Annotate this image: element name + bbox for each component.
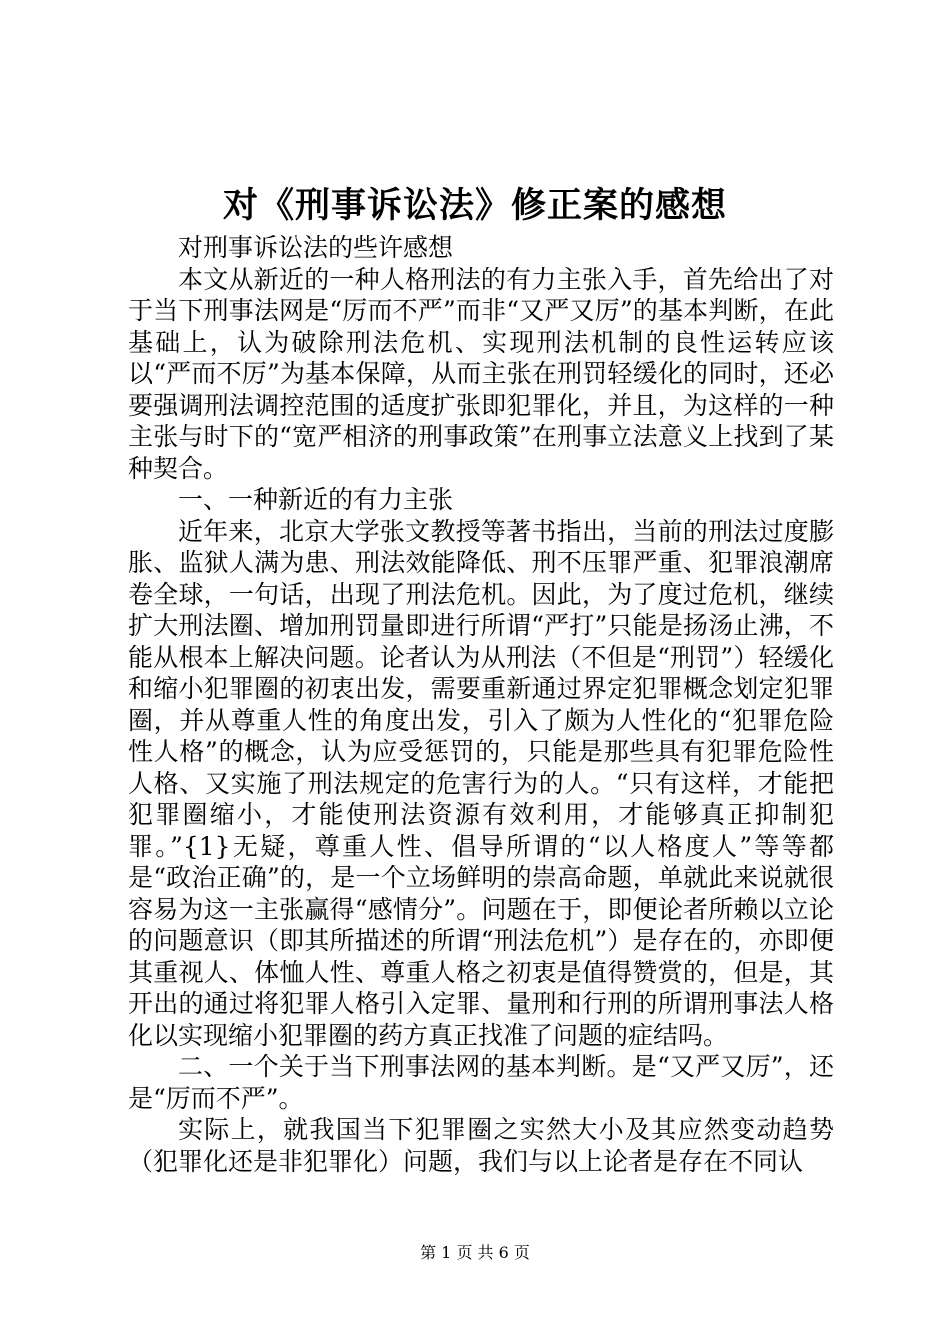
body-paragraph: 近年来，北京大学张文教授等著书指出，当前的刑法过度膨胀、监狱人满为患、刑法效能降低、刑不压罪严重、犯罪浪潮席卷全球，一句话，出现了刑法危机。因此，为了度过危机，继续扩大刑法圈、增加刑罚量即进行所谓“严打”只能是扬汤止沸，不能从根本上解决问题。论者认为从刑法（不但是“刑罚”）轻缓化和缩小犯罪圈的初衷出发，需要重新通过界定犯罪概念划定犯罪圈，并从尊重人性的角度出发，引入了颇为人性化的“犯罪危险性人格”的概念，认为应受惩罚的，只能是那些具有犯罪危险性人格、又实施了刑法规定的危害行为的人。“只有这样，才能把犯罪圈缩小，才能使刑法资源有效利用，才能够真正抑制犯罪。”{1}无疑，尊重人性、倡导所谓的“以人格度人”等等都是“政治正确”的，是一个立场鲜明的崇高命题，单就此来说就很容易为这一主张赢得“感情分”。问题在于，即便论者所赖以立论的问题意识（即其所描述的所谓“刑法危机”）是存在的，亦即便其重视人、体恤人性、尊重人格之初衷是值得赞赏的，但是，其开出的通过将犯罪人格引入定罪、量刑和行刑的所谓刑事法人格化以实现缩小犯罪圈的药方真正找准了问题的症结吗。 — [128, 516, 834, 1050]
section-heading-1: 一、一种新近的有力主张 — [178, 485, 454, 514]
document-body — [128, 232, 834, 1177]
section-heading-2: 二、一个关于当下刑事法网的基本判断。是“又严又厉”，还是“厉而不严”。 — [128, 1052, 834, 1113]
abstract-paragraph: 本文从新近的一种人格刑法的有力主张入手，首先给出了对于当下刑事法网是“厉而不严”而非“又严又厉”的基本判断，在此基础上，认为破除刑法危机、实现刑法机制的良性运转应该以“严而不厉”为基本保障，从而主张在刑罚轻缓化的同时，还必要强调刑法调控范围的适度扩张即犯罪化，并且，为这样的一种主张与时下的“宽严相济的刑事政策”在刑事立法意义上找到了某种契合。 — [128, 264, 834, 483]
document-title: 对《刑事诉讼法》修正案的感想 — [222, 185, 727, 226]
body-paragraph: 实际上，就我国当下犯罪圈之实然大小及其应然变动趋势（犯罪化还是非犯罪化）问题，我们与以上论者是存在不同认 — [128, 1115, 834, 1176]
subtitle-paragraph: 对刑事诉讼法的些许感想 — [178, 233, 454, 262]
page-footer: 第 1 页 共 6 页 — [420, 1243, 530, 1262]
